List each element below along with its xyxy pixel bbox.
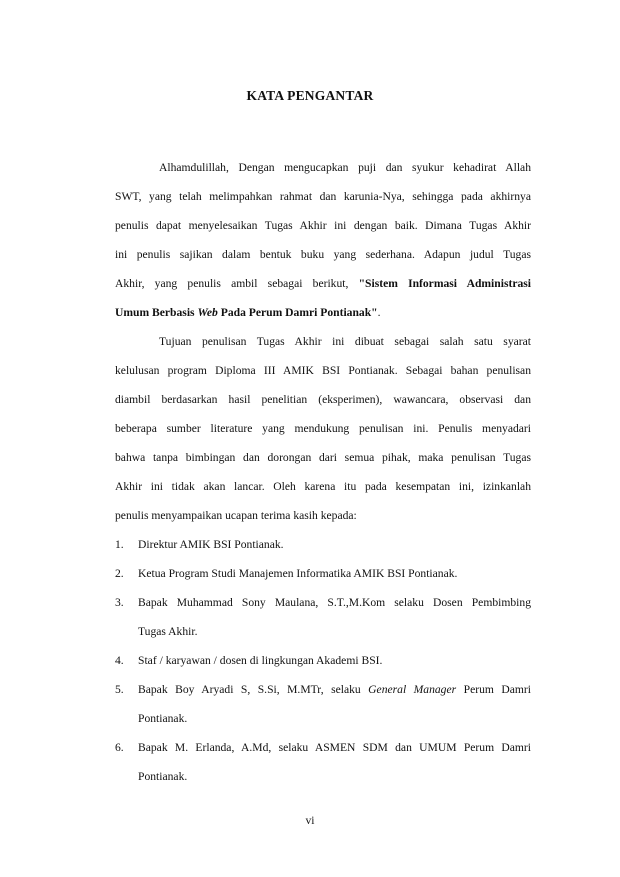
list-item-continued: Tugas Akhir. [138,625,198,638]
paragraph1-line: penulis dapat menyelesaikan Tugas Akhir ini dengan baik. Dimana Tugas Akhir [115,219,531,232]
paragraph1-line: Alhamdulillah, Dengan mengucapkan puji dan syukur kehadirat Allah [159,161,531,174]
paragraph2-line: kelulusan program Diploma III AMIK BSI Pontianak. Sebagai bahan penulisan [115,364,531,377]
paragraph2-line: diambil berdasarkan hasil penelitian (eksperimen), wawancara, observasi dan [115,393,531,406]
list-number: 2. [115,567,124,580]
list-item: Direktur AMIK BSI Pontianak. [138,538,284,551]
list-item: Staf / karyawan / dosen di lingkungan Akademi BSI. [138,654,383,667]
list-number: 6. [115,741,124,754]
paragraph1-end: . [377,306,381,319]
paragraph2-line: Akhir ini tidak akan lancar. Oleh karena itu pada kesempatan ini, izinkanlah [115,480,531,493]
list-item: Bapak Muhammad Sony Maulana, S.T.,M.Kom selaku Dosen Pembimbing [138,596,531,609]
paragraph2-line: penulis menyampaikan ucapan terima kasih kepada: [115,509,357,522]
list-item-continued: Pontianak. [138,770,188,783]
list-item-italic: General Manager [368,683,457,696]
paragraph2-line: Tujuan penulisan Tugas Akhir ini dibuat sebagai salah satu syarat [159,335,531,348]
list-item-text: Bapak Boy Aryadi S, S.Si, M.MTr, selaku [138,683,361,696]
paragraph2-line: beberapa sumber literature yang mendukung penulisan ini. Penulis menyadari [115,422,531,435]
thesis-title-part2: Umum Berbasis [115,306,195,319]
paragraph2-line: bahwa tanpa bimbingan dan dorongan dari semua pihak, maka penulisan Tugas [115,451,531,464]
paragraph1-line [115,277,531,291]
list-item: Bapak M. Erlanda, A.Md, selaku ASMEN SDM dan UMUM Perum Damri [138,741,531,754]
list-item-continued: Pontianak. [138,712,188,725]
page-title: KATA PENGANTAR [246,88,374,103]
list-item: Ketua Program Studi Manajemen Informatika AMIK BSI Pontianak. [138,567,458,580]
list-item-text: Perum Damri [463,683,531,696]
thesis-title-part3: Pada Perum Damri Pontianak" [220,306,378,319]
list-number: 3. [115,596,124,609]
paragraph1-text: Akhir, yang penulis ambil sebagai berikut, [115,277,349,290]
paragraph1-line [115,306,531,320]
thesis-title-italic: Web [197,306,218,319]
list-number: 1. [115,538,124,551]
thesis-title-part1: "Sistem Informasi Administrasi [358,277,531,290]
page-number: vi [305,814,315,827]
paragraph1-line: ini penulis sajikan dalam bentuk buku yang sederhana. Adapun judul Tugas [115,248,531,261]
list-number: 4. [115,654,124,667]
list-number: 5. [115,683,124,696]
paragraph1-line: SWT, yang telah melimpahkan rahmat dan karunia-Nya, sehingga pada akhirnya [115,190,531,203]
list-item [138,683,531,697]
